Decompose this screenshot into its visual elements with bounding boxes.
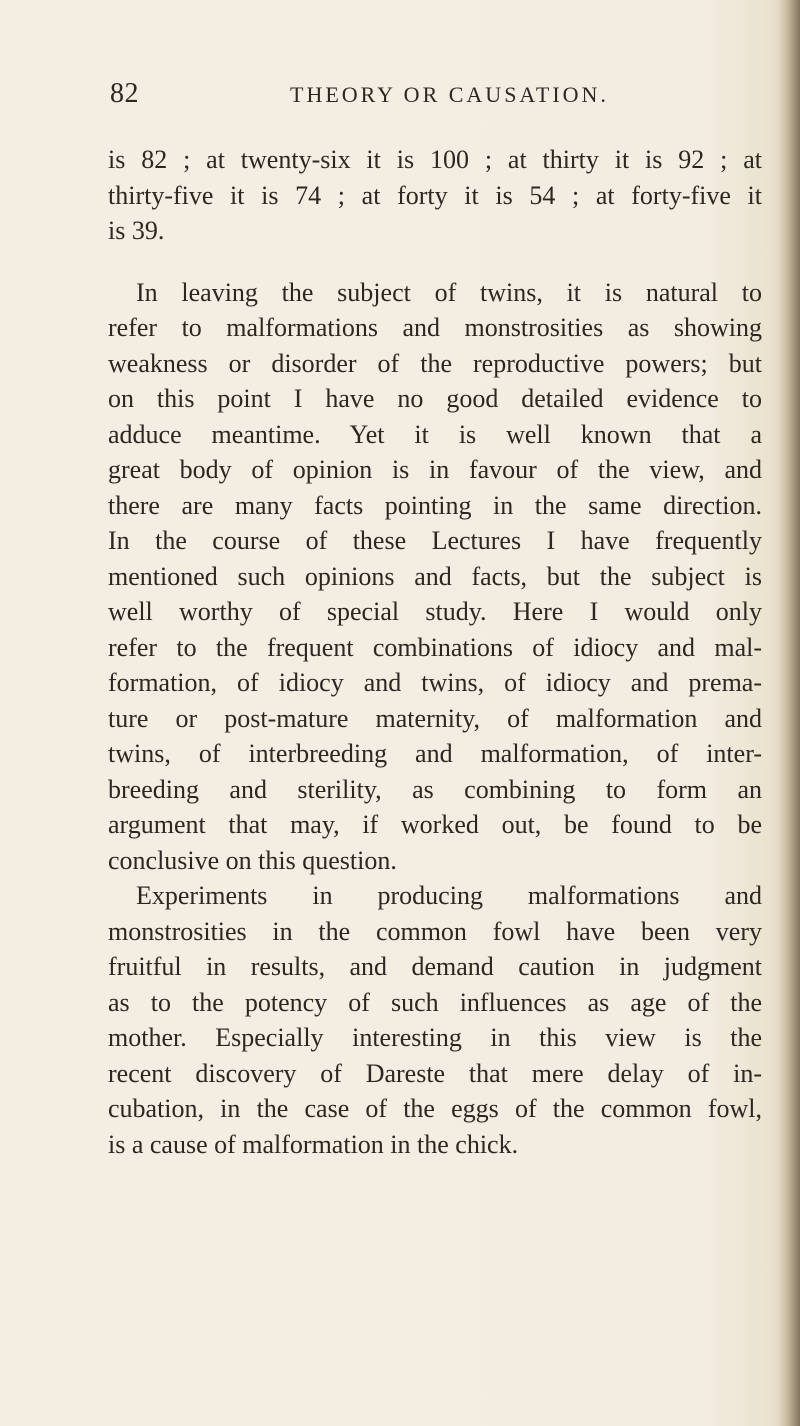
text-line: on this point I have no good detailed evidence to: [108, 384, 762, 413]
text-line: recent discovery of Dareste that mere delay of in-: [108, 1058, 762, 1088]
text-line: is 82 ; at twenty-six it is 100 ; at thirty it is 92 ; at: [108, 145, 762, 174]
text-line: fruitful in results, and demand caution in judgment: [108, 952, 762, 981]
text-line: refer to the frequent combinations of idiocy and mal-: [108, 632, 762, 662]
text-line: mother. Especially interesting in this view is the: [108, 1023, 762, 1052]
text-line: is a cause of malformation in the chick.: [108, 1129, 519, 1159]
paragraph-experiments: [108, 878, 762, 1162]
text-line: monstrosities in the common fowl have been very: [108, 916, 762, 946]
text-line: twins, of interbreeding and malformation, of inter-: [108, 739, 762, 768]
text-line: great body of opinion is in favour of the view, and: [108, 455, 762, 484]
paragraph-twins-malformations: [108, 275, 762, 879]
text-line: Experiments in producing malformations and: [136, 881, 762, 910]
text-line: as to the potency of such influences as age of the: [108, 987, 762, 1017]
text-line: there are many facts pointing in the same direction.: [108, 490, 762, 520]
text-line: thirty-five it is 74 ; at forty it is 54 ; at forty-five it: [108, 180, 762, 210]
page-number: 82: [110, 78, 139, 109]
text-line: ture or post-mature maternity, of malformation and: [108, 703, 762, 733]
text-line: is 39.: [108, 216, 165, 245]
text-line: In the course of these Lectures I have frequently: [108, 526, 762, 555]
text-line: weakness or disorder of the reproductive powers; but: [108, 348, 762, 378]
text-line: formation, of idiocy and twins, of idiocy and prema-: [108, 668, 762, 697]
text-line: argument that may, if worked out, be found to be: [108, 810, 762, 839]
running-title: THEORY OR CAUSATION.: [290, 82, 609, 107]
text-line: well worthy of special study. Here I would only: [108, 597, 762, 626]
paragraph-continuation: [108, 142, 762, 249]
text-line: cubation, in the case of the eggs of the common fowl,: [108, 1094, 762, 1123]
text-line: breeding and sterility, as combining to form an: [108, 774, 762, 804]
body-text: [108, 142, 762, 1162]
page-header: [0, 78, 800, 118]
page-edge-shadow: [778, 0, 800, 1426]
text-line: adduce meantime. Yet it is well known that a: [108, 419, 762, 449]
text-line: conclusive on this question.: [108, 845, 397, 875]
text-line: mentioned such opinions and facts, but the subject is: [108, 561, 762, 591]
text-line: refer to malformations and monstrosities as showing: [108, 313, 762, 342]
text-line: In leaving the subject of twins, it is natural to: [136, 277, 762, 307]
